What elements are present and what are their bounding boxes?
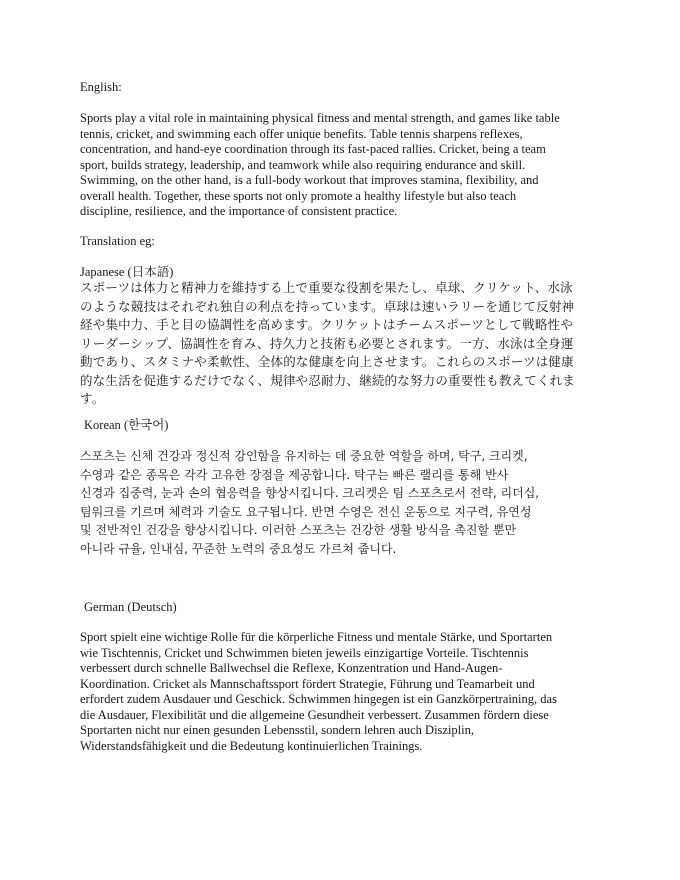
japanese-line: のような競技はそれぞれ独自の利点を持っています。卓球は速いラリーを通じて反射神 <box>80 298 575 314</box>
english-heading: English: <box>80 80 122 94</box>
translation-label: Translation eg: <box>80 234 155 248</box>
english-line: overall health. Together, these sports not only promote a healthy lifestyle but also teach <box>80 188 517 203</box>
korean-line: 및 전반적인 건강을 향상시킵니다. 이러한 스포츠는 건강한 생활 방식을 촉진할 뿐만 <box>80 523 517 537</box>
german-heading: German (Deutsch) <box>84 600 177 614</box>
english-line: Sports play a vital role in maintaining physical fitness and mental strength, and games like table <box>80 111 560 125</box>
english-line: Swimming, on the other hand, is a full-body workout that improves stamina, flexibility, and <box>80 173 539 187</box>
german-line: erfordert zudem Ausdauer und Geschick. Schwimmen hingegen ist ein Ganzkörpertraining, das <box>80 692 557 706</box>
japanese-line: スポーツは体力と精神力を維持する上で重要な役割を果たし、卓球、クリケット、水泳 <box>80 280 573 295</box>
korean-line: 스포츠는 신체 건강과 정신적 강인함을 유지하는 데 중요한 역할을 하며, 탁구, 크리켓, <box>80 449 528 463</box>
german-line: Sport spielt eine wichtige Rolle für die körperliche Fitness und mentale Stärke, und Sportarten <box>80 630 553 644</box>
english-line: discipline, resilience, and the importance of consistent practice. <box>80 204 398 218</box>
korean-line: 신경과 집중력, 눈과 손의 협응력을 향상시킵니다. 크리켓은 팀 스포츠로서 전략, 리더십, <box>80 486 540 500</box>
german-line: Sportarten nicht nur einen gesunden Lebensstil, sondern lehren auch Disziplin, <box>80 723 474 737</box>
japanese-line: 経や集中力、手と目の協調性を高めます。クリケットはチームスポーツとして戦略性や <box>80 317 573 332</box>
german-line: Widerstandsfähigkeit und die Bedeutung kontinuierlichen Trainings. <box>80 738 423 753</box>
japanese-heading: Japanese (日本語) <box>80 265 174 279</box>
german-line: Koordination. Cricket als Mannschaftssport fördert Strategie, Führung und Teamarbeit und <box>80 676 535 691</box>
japanese-paragraph <box>80 279 600 409</box>
german-line: wie Tischtennis, Cricket und Schwimmen bieten jeweils einzigartige Vorteile. Tischtennis <box>80 645 529 660</box>
korean-paragraph <box>80 447 600 558</box>
japanese-line: リーダーシップ、協調性を育み、持久力と技術も必要とされます。一方、水泳は全身運 <box>80 335 574 351</box>
german-paragraph <box>80 630 600 754</box>
english-line: concentration, and hand-eye coordination through its fast-paced rallies. Cricket, being a team <box>80 142 546 156</box>
english-line: tennis, cricket, and swimming each offer unique benefits. Table tennis sharpens reflexes, <box>80 126 523 141</box>
japanese-line: す。 <box>80 391 105 406</box>
german-line: die Ausdauer, Flexibilität und die allgemeine Gesundheit verbessert. Zusammen fördern diese <box>80 707 549 722</box>
german-line: verbessert durch schnelle Ballwechsel die Reflexe, Konzentration und Hand-Augen- <box>80 661 503 675</box>
korean-heading: Korean (한국어) <box>84 418 169 432</box>
korean-line: 아니라 규율, 인내심, 꾸준한 노력의 중요성도 가르쳐 줍니다. <box>80 541 397 556</box>
japanese-line: 動であり、スタミナや柔軟性、全体的な健康を向上させます。これらのスポーツは健康 <box>80 354 574 369</box>
english-paragraph <box>80 111 600 220</box>
english-line: sport, builds strategy, leadership, and teamwork while also requiring endurance and skill. <box>80 157 526 172</box>
korean-line: 수영과 같은 종목은 각각 고유한 장점을 제공합니다. 탁구는 빠른 랠리를 통해 반사 <box>80 467 509 482</box>
korean-line: 팀워크를 기르며 체력과 기술도 요구됩니다. 반면 수영은 전신 운동으로 지구력, 유연성 <box>80 504 532 519</box>
japanese-line: 的な生活を促進するだけでなく、規律や忍耐力、継続的な努力の重要性も教えてくれま <box>80 372 576 388</box>
